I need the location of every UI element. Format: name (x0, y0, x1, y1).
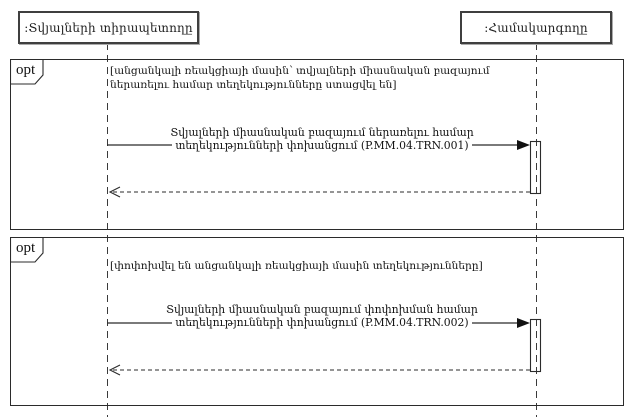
fragment-operator-label: opt (16, 62, 36, 78)
message-label-1 (107, 126, 537, 152)
guard-condition-1-line1: [անցանկալի ռեակցիայի մասին՝ տվյալների միասնական բազայում (110, 65, 490, 77)
actor-box-data-owner (18, 11, 199, 44)
actor-box-coordinator (460, 11, 612, 44)
message-label-1-line2: տեղեկությունների փոխանցում (P.MM.04.TRN.001) (172, 139, 471, 152)
message-label-2 (107, 303, 537, 329)
message-label-2-line1: Տվյալների միասնական բազայում փոփոխման համար (163, 303, 481, 316)
guard-condition-1 (110, 64, 510, 92)
guard-condition-1-line2: ներառելու համար տեղեկությունները ստացվել են] (110, 79, 397, 91)
fragment-operator-label: opt (16, 240, 36, 256)
guard-condition-2 (110, 259, 590, 273)
message-label-2-line2: տեղեկությունների փոխանցում (P.MM.04.TRN.002) (172, 316, 471, 329)
actor-label-data-owner: :Տվյալների տիրապետողը (24, 20, 193, 35)
message-label-1-line1: Տվյալների միասնական բազայում ներառելու համար (167, 126, 476, 139)
guard-condition-2-line1: [փոփոխվել են անցանկալի ռեակցիայի մասին տեղեկությունները] (110, 260, 483, 272)
actor-label-coordinator: :Համակարգողը (484, 20, 588, 35)
